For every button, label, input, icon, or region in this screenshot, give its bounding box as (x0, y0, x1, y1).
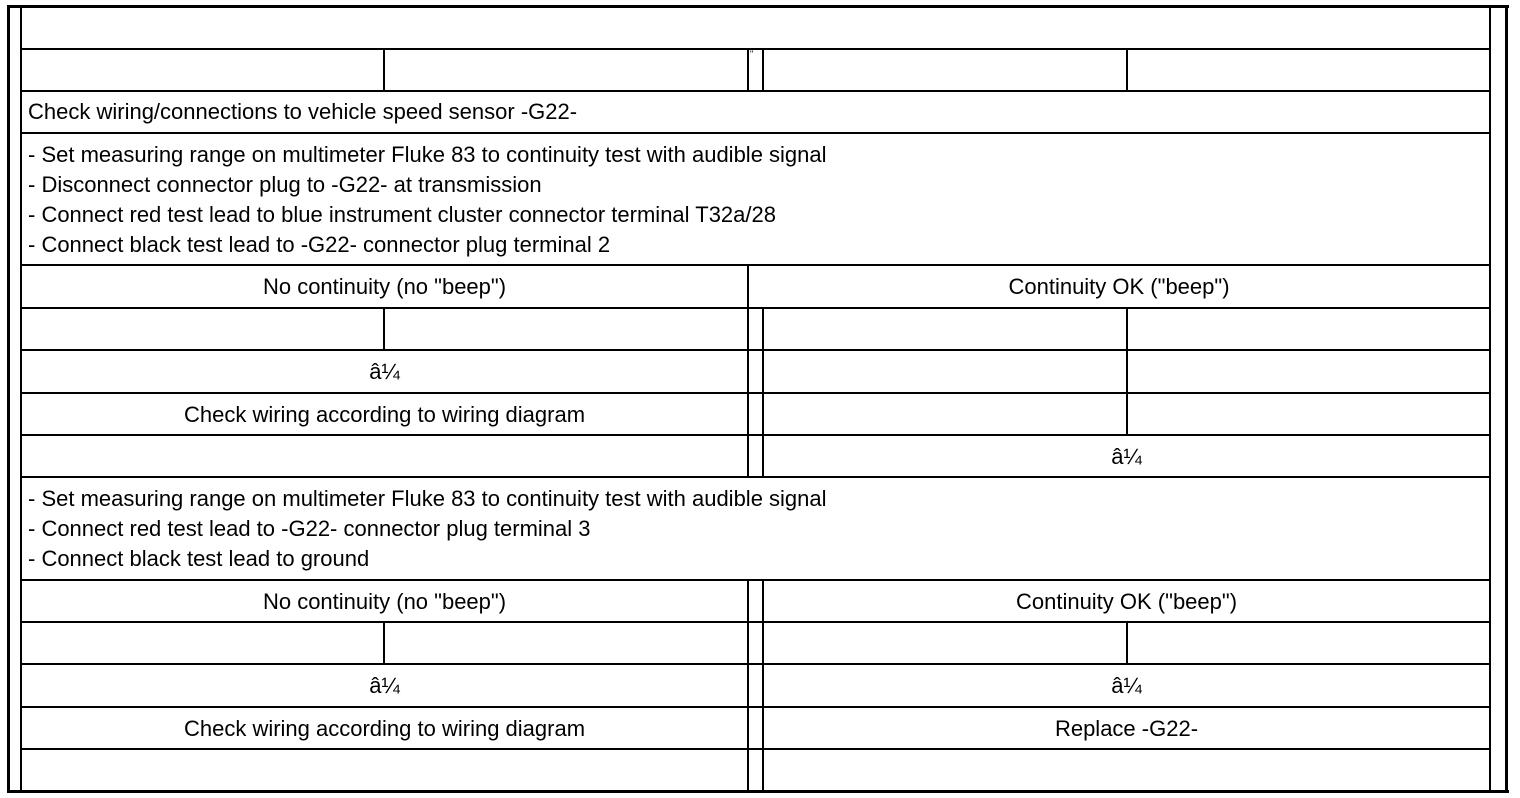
rule-h12 (21, 663, 1491, 665)
rule-h4 (21, 264, 1491, 266)
step2-fail-label: No continuity (no "beep") (262, 589, 507, 614)
rule-v-g (383, 307, 385, 351)
rule-h10 (21, 579, 1491, 581)
rule-v-l (1126, 621, 1128, 665)
step1-fail-action: Check wiring according to wiring diagram (183, 402, 586, 427)
rule-h14 (21, 748, 1491, 750)
step2-instruction-3: - Connect black test lead to ground (28, 546, 370, 571)
rule-v-a (383, 48, 385, 92)
rule-bottom (7, 790, 1509, 793)
rule-v-k (383, 621, 385, 665)
rule-right-outer (1505, 5, 1508, 793)
chart-title: Check wiring/connections to vehicle speed sensor -G22- (28, 99, 578, 124)
step2-instructions (28, 484, 827, 574)
step2-fail-arrow: â¼ (369, 673, 400, 698)
rule-h9 (21, 476, 1491, 478)
rule-h5 (21, 307, 1491, 309)
step1-pass-arrow: â¼ (1111, 444, 1142, 469)
step1-instruction-1: - Set measuring range on multimeter Fluke 83 to continuity test with audible signal (28, 142, 827, 167)
step1-fail-arrow: â¼ (369, 359, 400, 384)
rule-h2 (21, 90, 1491, 92)
rule-h11 (21, 621, 1491, 623)
rule-h3 (21, 132, 1491, 134)
rule-v-i (747, 579, 749, 793)
rule-top (7, 5, 1509, 8)
rule-h8 (21, 434, 1491, 436)
step2-pass-action: Replace -G22- (1054, 716, 1199, 741)
rule-left-outer (7, 5, 10, 793)
rule-h1 (21, 48, 1491, 50)
rule-v-b (747, 48, 749, 92)
step2-pass-label: Continuity OK ("beep") (1015, 589, 1238, 614)
rule-v-d (1126, 48, 1128, 92)
step1-instructions (28, 140, 827, 260)
step2-fail-action: Check wiring according to wiring diagram (183, 716, 586, 741)
rule-h6 (21, 349, 1491, 351)
rule-right-inner (1489, 5, 1491, 793)
artifact-mark: " (750, 49, 754, 59)
step2-pass-arrow: â¼ (1111, 673, 1142, 698)
step2-instruction-2: - Connect red test lead to -G22- connector plug terminal 3 (28, 516, 591, 541)
step1-pass-label: Continuity OK ("beep") (1008, 274, 1230, 299)
rule-h7 (21, 392, 1491, 394)
step1-instruction-2: - Disconnect connector plug to -G22- at transmission (28, 172, 542, 197)
rule-h13 (21, 706, 1491, 708)
rule-v-c (762, 48, 764, 92)
step2-instruction-1: - Set measuring range on multimeter Fluke 83 to continuity test with audible signal (28, 486, 827, 511)
step1-instruction-3: - Connect red test lead to blue instrument cluster connector terminal T32a/28 (28, 202, 776, 227)
rule-v-h (1126, 307, 1128, 436)
step1-instruction-4: - Connect black test lead to -G22- connector plug terminal 2 (28, 232, 611, 257)
step1-fail-label: No continuity (no "beep") (262, 274, 507, 299)
